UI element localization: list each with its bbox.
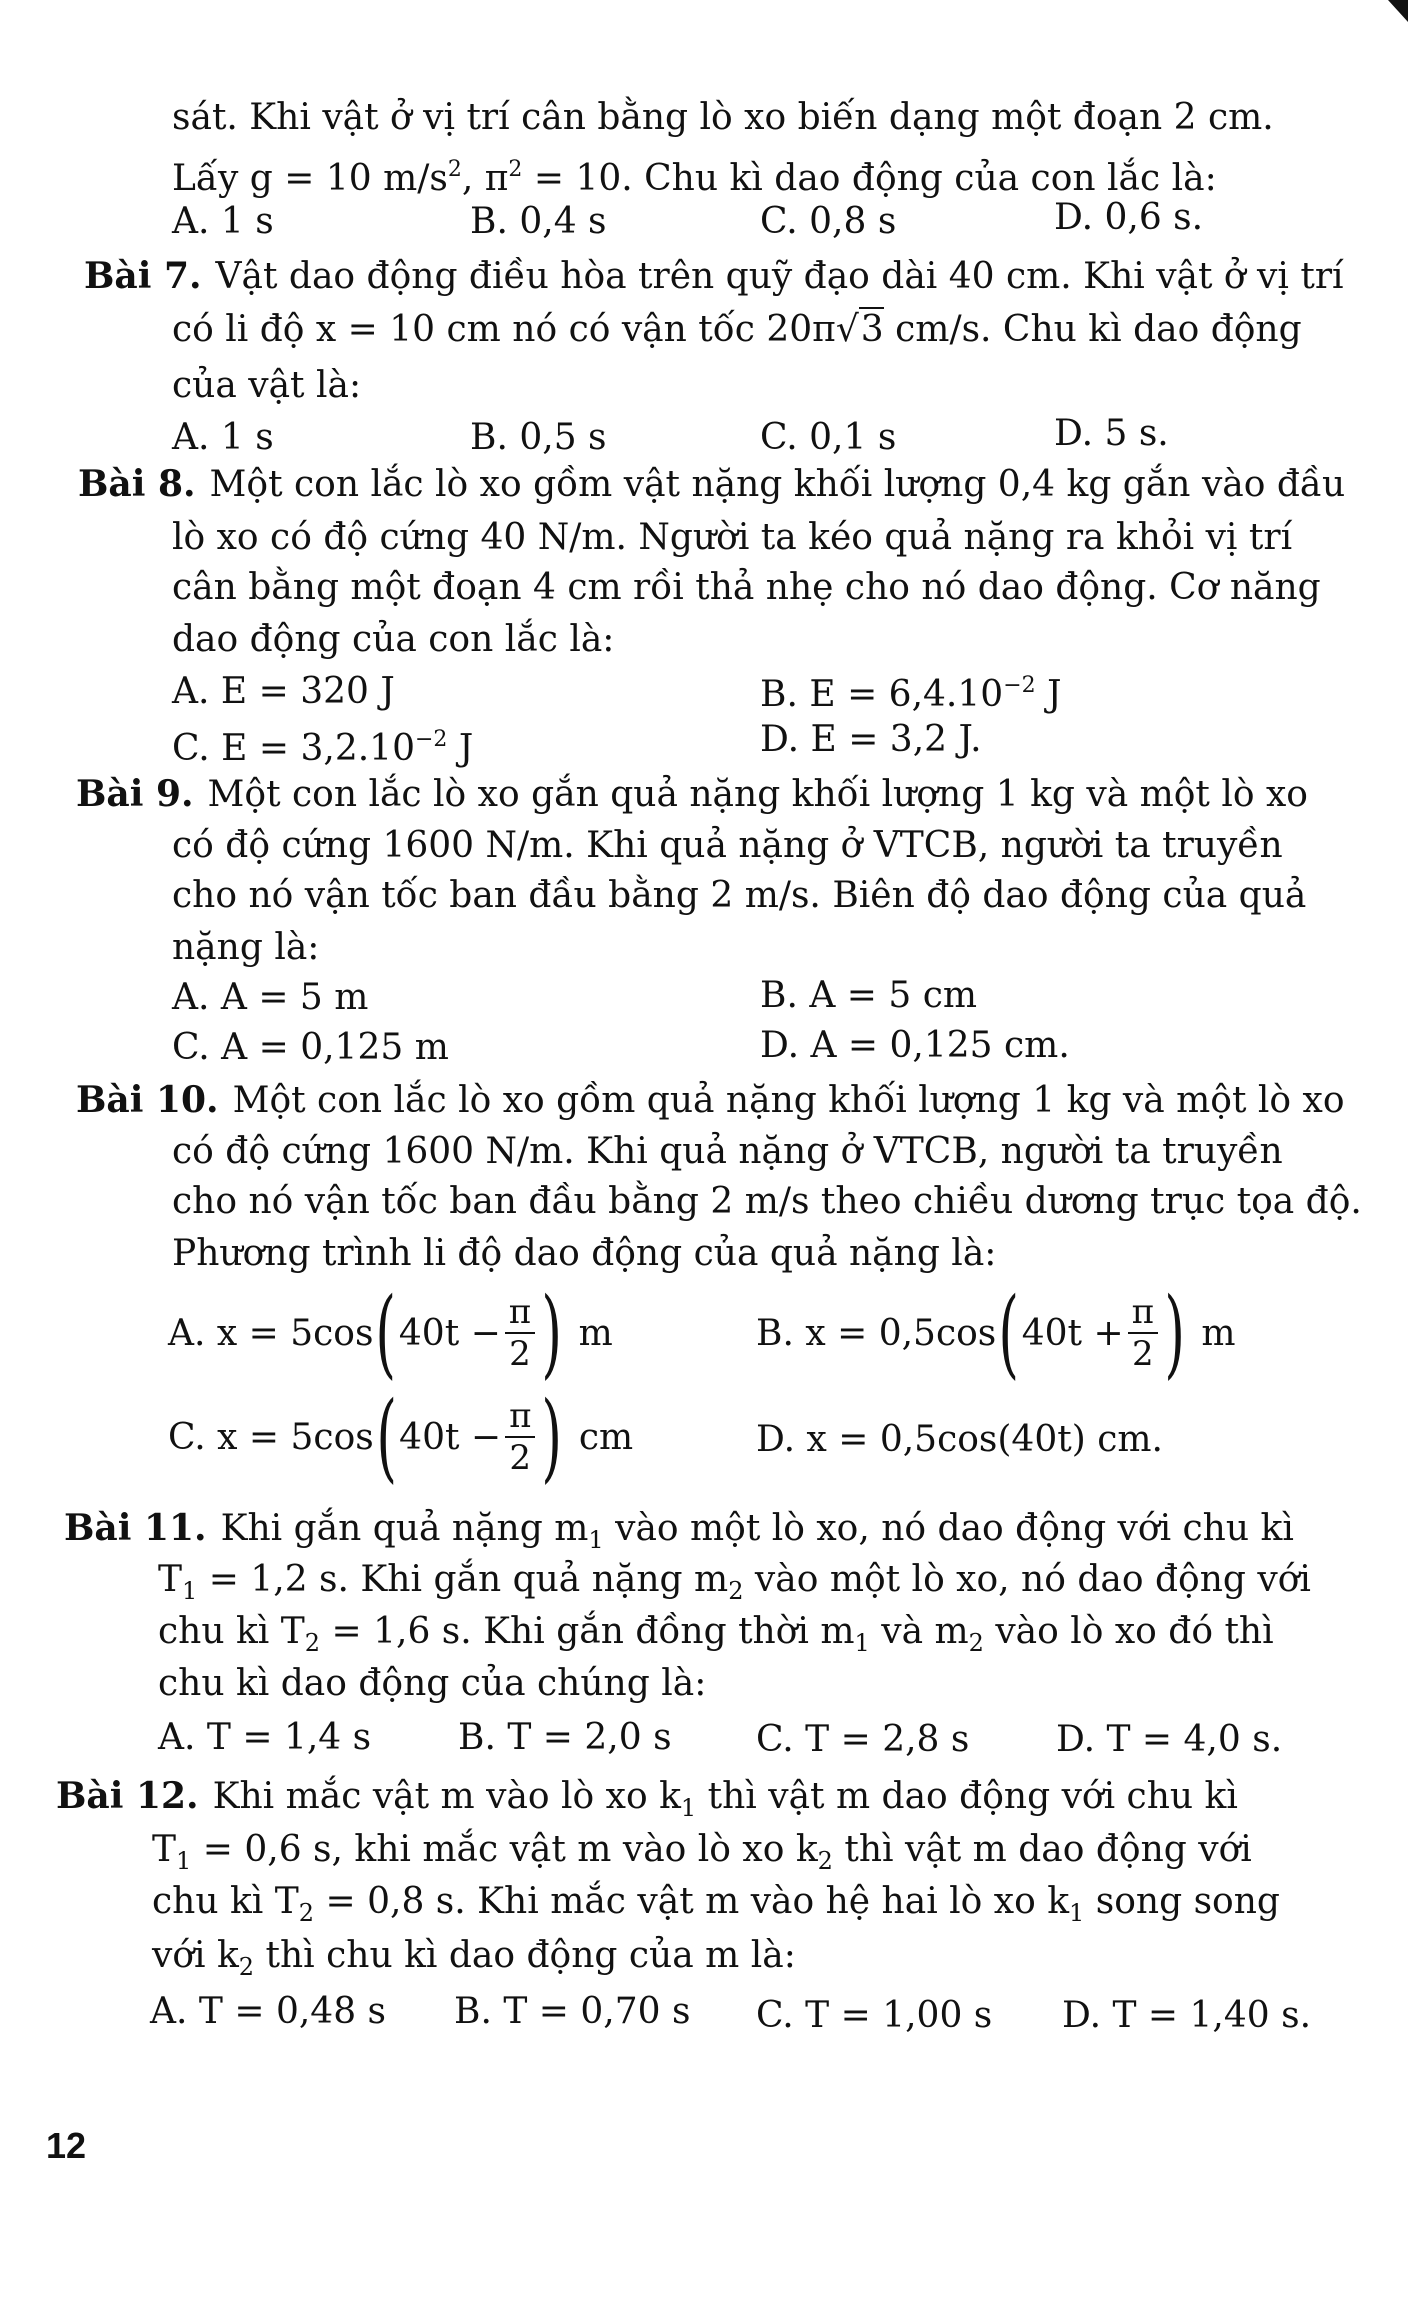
bai10-option-a: A. x = 5cos ( 40t − $\frac{\pi}{2}$ ) m [168,1277,613,1389]
bai11-option-d: D. T = 4,0 s. [1056,1719,1283,1760]
bai10-option-c: C. x = 5cos ( 40t − $\frac{\pi}{2}$ ) cm [168,1381,634,1493]
bai12-option-b: B. T = 0,70 s [454,1991,691,2032]
bai11-line-2: $T_1 = 1,2$ s. Khi gắn quả nặng $m_2$ vào một lò xo, nó dao động với [158,1559,1311,1605]
bai12-option-d: D. T = 1,40 s. [1062,1995,1312,2036]
bai9-line-3: cho nó vận tốc ban đầu bằng 2 m/s. Biên độ dao động của quả [172,875,1307,916]
bai12-line-2: $T_1 = 0,6$ s, khi mắc vật m vào lò xo $k_2$ thì vật m dao động với [152,1829,1252,1875]
bai9-option-a: A. A = 5 m [172,977,369,1018]
bai10-line-3: cho nó vận tốc ban đầu bằng 2 m/s theo chiều dương trục tọa độ. [172,1181,1362,1222]
bai10-line-1: Bài 10. Một con lắc lò xo gồm quả nặng khối lượng 1 kg và một lò xo [76,1079,1345,1121]
bai11-option-b: B. T = 2,0 s [458,1717,672,1758]
bai12-line-3: chu kì $T_2 = 0,8$ s. Khi mắc vật m vào hệ hai lò xo $k_1$ song song [152,1881,1280,1927]
bai12-line-4: với $k_2$ thì chu kì dao động của m là: [152,1935,796,1981]
bai8-line-1: Bài 8. Một con lắc lò xo gồm vật nặng khối lượng 0,4 kg gắn vào đầu [78,463,1346,505]
bai10-option-b: B. x = 0,5cos ( 40t + $\frac{\pi}{2}$ ) m [756,1277,1236,1389]
intro-line-2: Lấy g = 10 $m/s^2$, $\pi^2 = 10$. Chu kì dao động của con lắc là: [172,157,1217,199]
bai8-line-4: dao động của con lắc là: [172,619,615,660]
bai9-line-1: Bài 9. Một con lắc lò xo gắn quả nặng khối lượng 1 kg và một lò xo [76,773,1308,815]
bai8-option-d: D. E = 3,2 J. [760,719,982,760]
bai12-line-1: Bài 12. Khi mắc vật m vào lò xo $k_1$ thì vật m dao động với chu kì [56,1775,1238,1822]
bai10-option-d: D. x = 0,5cos(40t) cm. [756,1419,1163,1460]
bai7-line-2: có li độ x = 10 cm nó có vận tốc 20π√3 cm/s. Chu kì dao động [172,309,1302,350]
bai7-label: Bài 7. [84,255,202,297]
bai8-line-3: cân bằng một đoạn 4 cm rồi thả nhẹ cho nó dao động. Cơ năng [172,567,1321,608]
page-number: 12 [46,2125,87,2166]
bai8-option-c: C. $E = 3,2.10^{-2}$ J [172,727,474,769]
bai9-option-c: C. A = 0,125 m [172,1027,449,1068]
bai8-line-2: lò xo có độ cứng 40 N/m. Người ta kéo quả nặng ra khỏi vị trí [172,517,1293,558]
bai12-option-a: A. T = 0,48 s [150,1991,387,2032]
bai7-option-b: B. 0,5 s [470,417,607,458]
bai9-option-b: B. A = 5 cm [760,975,978,1016]
bai11-option-a: A. T = 1,4 s [158,1717,372,1758]
bai7-option-d: D. 5 s. [1054,413,1169,454]
bai10-line-4: Phương trình li độ dao động của quả nặng là: [172,1233,997,1274]
intro-line-1: sát. Khi vật ở vị trí cân bằng lò xo biến dạng một đoạn 2 cm. [172,97,1274,138]
bai11-label: Bài 11. [64,1507,207,1549]
bai12-option-c: C. T = 1,00 s [756,1995,993,2036]
corner-mark [1388,0,1408,22]
bai9-line-2: có độ cứng 1600 N/m. Khi quả nặng ở VTCB, người ta truyền [172,825,1283,866]
bai8-option-a: A. E = 320 J [172,671,395,712]
intro-option-d: D. 0,6 s. [1054,197,1204,238]
bai12-label: Bài 12. [56,1775,199,1817]
bai11-line-3: chu kì $T_2 = 1,6$ s. Khi gắn đồng thời $m_1$ và $m_2$ vào lò xo đó thì [158,1611,1274,1657]
intro-option-c: C. 0,8 s [760,201,897,242]
bai7-option-c: C. 0,1 s [760,417,897,458]
bai7-option-a: A. 1 s [172,417,274,458]
bai11-line-1: Bài 11. Khi gắn quả nặng $m_1$ vào một lò xo, nó dao động với chu kì [64,1507,1294,1554]
bai9-option-d: D. A = 0,125 cm. [760,1025,1070,1066]
bai9-line-4: nặng là: [172,927,320,968]
bai9-label: Bài 9. [76,773,194,815]
bai8-option-b: B. $E = 6,4.10^{-2}$ J [760,673,1062,715]
bai11-line-4: chu kì dao động của chúng là: [158,1663,707,1704]
bai7-line-3: của vật là: [172,365,362,406]
bai8-label: Bài 8. [78,463,196,505]
intro-option-b: B. 0,4 s [470,201,607,242]
bai10-line-2: có độ cứng 1600 N/m. Khi quả nặng ở VTCB, người ta truyền [172,1131,1283,1172]
bai11-option-c: C. T = 2,8 s [756,1719,970,1760]
bai7-line-1: Bài 7. Vật dao động điều hòa trên quỹ đạo dài 40 cm. Khi vật ở vị trí [84,255,1344,297]
intro-option-a: A. 1 s [172,201,274,242]
bai10-label: Bài 10. [76,1079,219,1121]
